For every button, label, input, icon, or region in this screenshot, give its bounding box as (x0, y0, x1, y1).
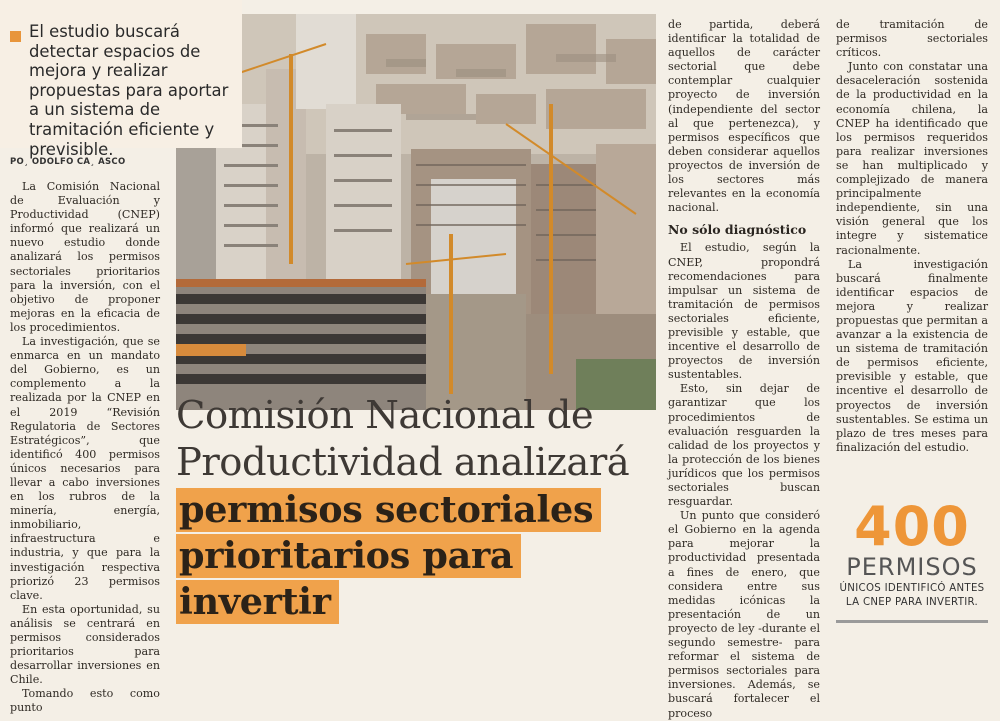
paragraph: En esta oportunidad, su análisis se centrará en permisos considerados prioritarios para desarrollar inversiones en Chile. (10, 602, 160, 687)
article-column-4 (836, 18, 988, 455)
lead-bullet (10, 31, 21, 42)
article-column-1 (10, 180, 160, 716)
headline (176, 392, 656, 624)
paragraph: Esto, sin dejar de garantizar que los procedimientos de evaluación resguarden la calidad de los proyectos y la protección de los bienes jurídicos que los permisos sectoriales buscan resguardar. (668, 382, 820, 509)
paragraph: La investigación, que se enmarca en un mandato del Gobierno, es un complemento a la realizada por la CNEP en el 2019 “Revisión Regulatoria de Sectores Estratégicos”, que identificó 400 permisos únicos necesarios para llevar a cabo inversiones en los rubros de la minería, energía, inmobiliario, infraestructura e industria, y que para la investigación respectiva priorizó 23 permisos clave. (10, 335, 160, 602)
lead-box (0, 0, 242, 159)
stat-number: 400 (854, 495, 970, 558)
stat-unit: PERMISOS (846, 553, 978, 581)
city-construction-image (176, 14, 656, 410)
stat-rule (836, 620, 988, 623)
stat-desc-line: ÚNICOS IDENTIFICÓ ANTES (839, 583, 985, 594)
stat-box (836, 495, 988, 623)
paragraph: La Comisión Nacional de Evaluación y Productividad (CNEP) informó que realizará un nuevo estudio donde analizará los permisos sectoriales prioritarios para la inversión, con el objetivo de proponer mejoras en la eficacia de los procedimientos. (10, 180, 160, 334)
headline-highlight: invertir (176, 580, 339, 624)
paragraph: Tomando esto como punto (10, 687, 160, 715)
stat-description (836, 582, 988, 610)
article-column-3 (668, 18, 820, 721)
paragraph: de tramitación de permisos sectoriales críticos. (836, 18, 988, 60)
lead-text: El estudio buscará detectar espacios de mejora y realizar propuestas para aportar a un sistema de tramitación eficiente y previsible. (29, 22, 229, 159)
headline-highlight: prioritarios para (176, 534, 521, 578)
headline-line: Comisión Nacional de (176, 393, 594, 438)
paragraph: Junto con constatar una desaceleración sostenida de la productividad en la economía chilena, la CNEP ha identificado que los permisos requeridos para realizar inversiones se han multiplicado y complejizado de manera principalmente independiente, sin una visión general que los integre y sistematice racionalmente. (836, 60, 988, 257)
headline-highlight: permisos sectoriales (176, 488, 601, 532)
paragraph: Un punto que consideró el Gobierno en la agenda para mejorar la productividad presentada a fines de enero, que considera entre sus medidas icónicas la presentación de un proyecto de ley -durante el segundo semestre- para reformar el sistema de permisos sectoriales para inversiones. Además, se buscará fortalecer el proceso (668, 509, 820, 720)
headline-line: Productividad analizará (176, 440, 630, 485)
paragraph: El estudio, según la CNEP, propondrá recomendaciones para impulsar un sistema de tramitación de permisos sectoriales eficiente, previsible y estable, que incentive el desarrollo de proyectos de inversión sustentables. (668, 241, 820, 382)
byline: PO¸ ODOLFO CA¸ ASCO (10, 157, 126, 167)
paragraph: La investigación buscará finalmente identificar espacios de mejora y realizar propuestas que permitan a avanzar a la existencia de un sistema de tramitación de permisos eficiente, previsible y estable, que incentive el desarrollo de proyectos de inversión sustentables. Se estima un plazo de tres meses para finalización del estudio. (836, 257, 988, 454)
subheading: No sólo diagnóstico (668, 222, 807, 238)
stat-desc-line: LA CNEP PARA INVERTIR. (845, 597, 979, 608)
paragraph: de partida, deberá identificar la totalidad de aquellos de carácter sectorial que debe contemplar cualquier proyecto de inversión (independiente del sector al que pertenezca), y permisos específicos que deben considerar aquellos proyectos de inversión de los sectores más relevantes en la economía nacional. (668, 18, 820, 215)
article-photo (176, 14, 656, 410)
